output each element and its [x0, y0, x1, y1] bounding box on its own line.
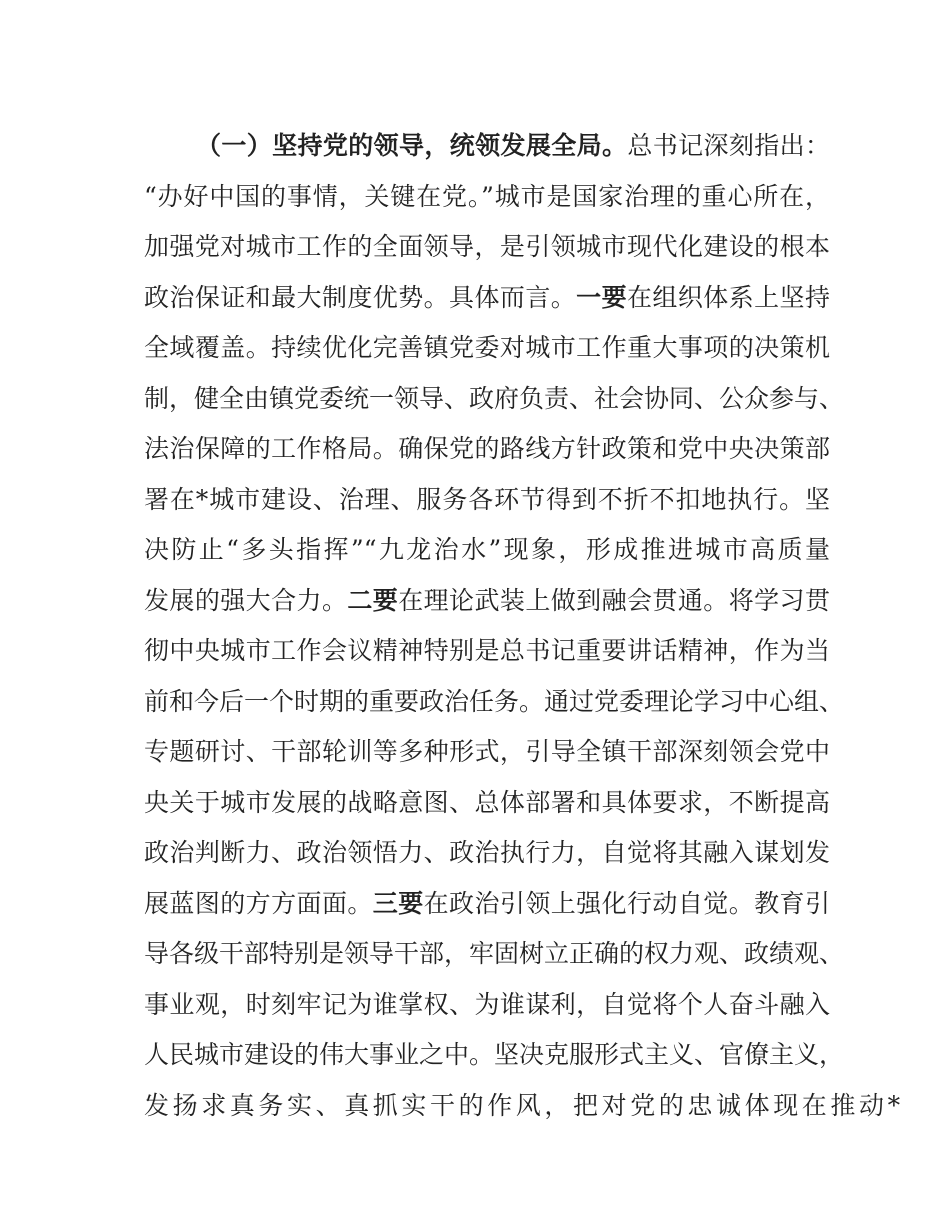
paragraph-line — [144, 584, 830, 618]
paragraph-line — [144, 331, 830, 365]
body-text: 展蓝图的方方面面。 — [144, 889, 373, 918]
paragraph-line — [144, 281, 830, 315]
body-text: 在理论武装上做到融会贯通。将学习贯 — [398, 586, 830, 615]
paragraph-line — [144, 887, 830, 921]
body-text: 在政治引领上强化行动自觉。教育引 — [423, 889, 830, 918]
body-text: 人民城市建设的伟大事业之中。坚决克服形式主义、官僚主义， — [144, 1040, 845, 1069]
body-text: 署在*城市建设、治理、服务各环节得到不折不扣地执行。坚 — [144, 485, 830, 514]
paragraph-line — [144, 988, 830, 1022]
bold-text: （一）坚持党的领导，统领发展全局。 — [196, 131, 628, 160]
body-text: 导各级干部特别是领导干部，牢固树立正确的权力观、政绩观、 — [144, 939, 845, 968]
body-text: 总书记深刻指出： — [627, 131, 830, 160]
body-text: 法治保障的工作格局。确保党的路线方针政策和党中央决策部 — [144, 434, 830, 463]
bold-text: 一要 — [576, 283, 628, 312]
paragraph-line — [144, 432, 830, 466]
body-text: 全域覆盖。持续优化完善镇党委对城市工作重大事项的决策机 — [144, 333, 830, 362]
body-text: 决防止“多头指挥”“九龙治水”现象，形成推进城市高质量 — [144, 535, 830, 564]
paragraph-line — [144, 483, 830, 517]
body-text: “办好中国的事情，关键在党。”城市是国家治理的重心所在， — [144, 182, 830, 211]
body-text: 事业观，时刻牢记为谁掌权、为谁谋利，自觉将个人奋斗融入 — [144, 990, 830, 1019]
paragraph-line — [144, 685, 845, 719]
body-text: 在组织体系上坚持 — [627, 283, 830, 312]
paragraph-line — [144, 533, 830, 567]
body-text: 政治保证和最大制度优势。具体而言。 — [144, 283, 577, 312]
paragraph-line — [144, 382, 845, 416]
paragraph-line — [144, 937, 845, 971]
paragraph-line — [144, 634, 830, 668]
body-text: 政治判断力、政治领悟力、政治执行力，自觉将其融入谋划发 — [144, 838, 830, 867]
paragraph-line — [144, 1038, 845, 1072]
paragraph-line — [144, 836, 830, 870]
paragraph-line — [196, 129, 830, 163]
body-text: 发扬求真务实、真抓实干的作风，把对党的忠诚体现在推动* — [144, 1091, 904, 1120]
body-text: 央关于城市发展的战略意图、总体部署和具体要求，不断提高 — [144, 788, 830, 817]
body-text: 制，健全由镇党委统一领导、政府负责、社会协同、公众参与、 — [144, 384, 845, 413]
paragraph-line — [144, 1089, 904, 1123]
paragraph-line — [144, 180, 830, 214]
body-text: 专题研讨、干部轮训等多种形式，引导全镇干部深刻领会党中 — [144, 737, 830, 766]
body-text: 发展的强大合力。 — [144, 586, 348, 615]
bold-text: 三要 — [372, 889, 424, 918]
bold-text: 二要 — [347, 586, 399, 615]
paragraph-line — [144, 786, 830, 820]
paragraph-line — [144, 230, 830, 264]
body-text: 前和今后一个时期的重要政治任务。通过党委理论学习中心组、 — [144, 687, 845, 716]
paragraph-line — [144, 735, 830, 769]
body-text: 加强党对城市工作的全面领导，是引领城市现代化建设的根本 — [144, 232, 830, 261]
body-text: 彻中央城市工作会议精神特别是总书记重要讲话精神，作为当 — [144, 636, 830, 665]
